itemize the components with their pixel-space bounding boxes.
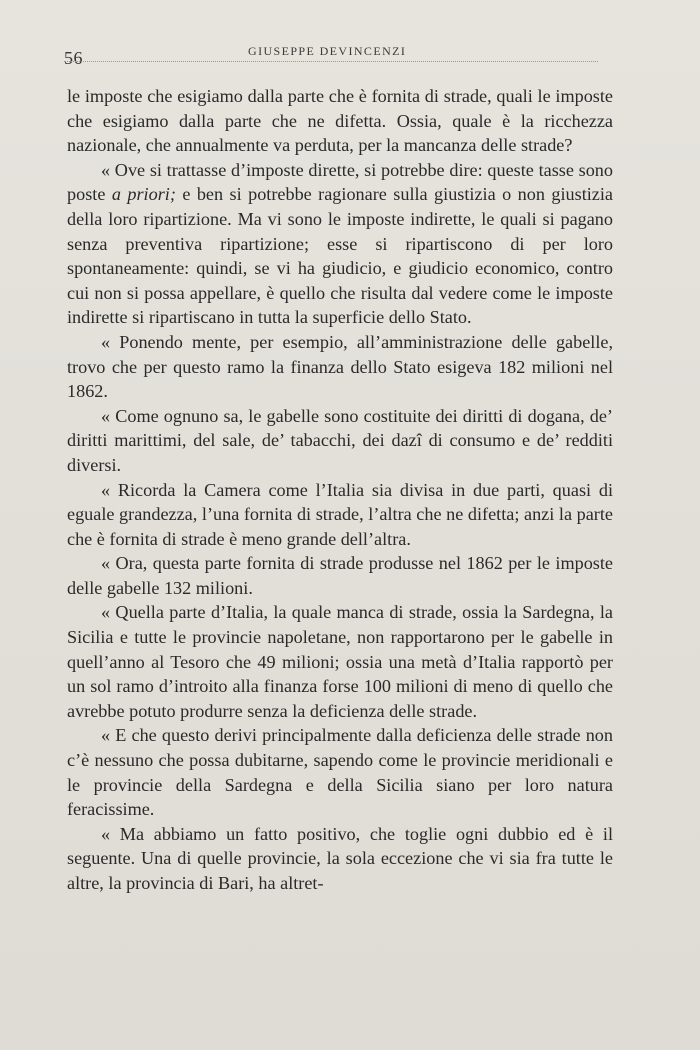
paragraph: « Come ognuno sa, le gabelle sono costituite dei diritti di dogana, de’ diritti marittimi, del sale, de’ tabacchi, dei dazî di consumo e de’ redditi diversi. (67, 405, 613, 475)
paragraph: « Ma abbiamo un fatto positivo, che toglie ogni dubbio ed è il seguente. Una di quelle provincie, la sola eccezione che vi sia fra tutte le altre, la provincia di Bari, ha altret- (67, 823, 613, 893)
paragraph: « E che questo derivi principalmente dalla deficienza delle strade non c’è nessuno che possa dubitarne, sapendo come le provincie meridionali e le provincie della Sardegna e della Sicilia siano per loro natura feracissime. (67, 725, 613, 820)
italic-text: a priori; (111, 184, 176, 205)
page-number: 56 (64, 48, 83, 68)
page-header (64, 44, 612, 70)
paragraph: « Ora, questa parte fornita di strade produsse nel 1862 per le imposte delle gabelle 132 milioni. (67, 553, 613, 598)
paragraph: « Ricorda la Camera come l’Italia sia divisa in due parti, quasi di eguale grandezza, l’una fornita di strade, l’altra che ne difetta; anzi la parte che è fornita di strade è meno grande dell’altra. (67, 479, 613, 549)
paragraph: « Ponendo mente, per esempio, all’amministrazione delle gabelle, trovo che per questo ramo la finanza dello Stato esigeva 182 milioni nel 1862. (67, 331, 613, 402)
running-head: GIUSEPPE DEVINCENZI (248, 44, 407, 58)
body-text (67, 84, 613, 896)
paragraph: le imposte che esigiamo dalla parte che è fornita di strade, quali le imposte che esigiamo dalla parte che ne difetta. Ossia, quale è la ricchezza nazionale, che annualmente va perduta, per la mancanza delle strade? (67, 86, 613, 156)
paragraph: « Quella parte d’Italia, la quale manca di strade, ossia la Sardegna, la Sicilia e tutte le provincie napoletane, non rapportarono per le gabelle in quell’anno al Tesoro che 49 milioni; ossia una metà d’Italia rapportò per un sol ramo d’introito alla finanza forse 100 milioni di meno di quello che avrebbe potuto produrre senza la deficienza delle strade. (67, 602, 613, 721)
paragraph: « Ove si trattasse d’imposte dirette, si potrebbe dire: queste tasse sono poste a priori; e ben si potrebbe ragionare sulla giustizia o non giustizia della loro ripartizione. Ma vi sono le imposte indirette, le quali si pagano senza preventiva ripartizione; esse si ripartiscono di per loro spontaneamente: quindi, se vi ha giudicio, e giudicio economico, contro cui non si possa appellare, è quello che risulta dal vedere come le imposte indirette si ripartiscano in tutta la superficie dello Stato. (67, 159, 613, 328)
header-rule (64, 61, 598, 62)
